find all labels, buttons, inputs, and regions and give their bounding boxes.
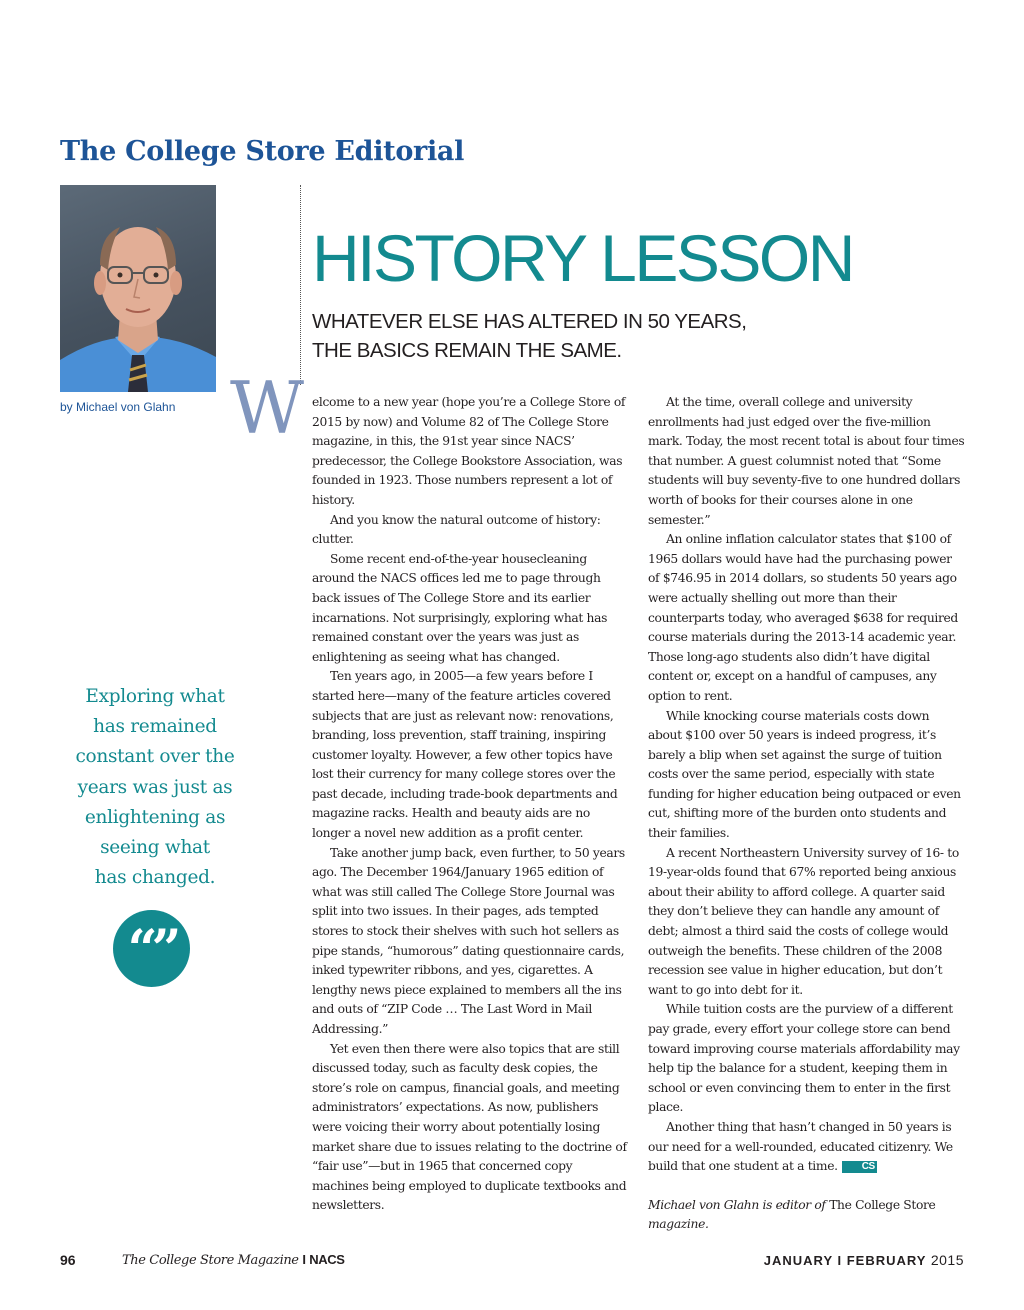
paragraph: And you know the natural outcome of history: clutter. <box>312 512 601 547</box>
end-mark-icon: CS <box>842 1161 877 1173</box>
signature-prefix: Michael von Glahn is editor of <box>648 1197 826 1212</box>
page-number: 96 <box>60 1252 76 1268</box>
signature-publication: The College Store <box>829 1197 936 1212</box>
page-footer <box>60 1252 964 1272</box>
org-name: NACS <box>309 1252 345 1267</box>
column-divider <box>300 185 301 385</box>
magazine-name <box>122 1252 345 1268</box>
pull-quote-line: has remained <box>93 716 217 738</box>
article-column-2 <box>648 393 966 1235</box>
article-column-1 <box>312 393 630 1216</box>
pull-quote-line: has changed. <box>94 867 216 889</box>
signature-suffix: magazine. <box>648 1217 709 1232</box>
pull-quote <box>60 682 250 893</box>
paragraph-text: Another thing that hasn’t changed in 50 years is our need for a well-rounded, educated citizenry. We build that one student at a time. <box>648 1119 953 1174</box>
issue-months: JANUARY I FEBRUARY <box>763 1253 927 1268</box>
magazine-title: The College Store Magazine <box>122 1253 299 1268</box>
author-photo <box>60 185 216 392</box>
issue-date <box>764 1252 964 1268</box>
drop-cap: W <box>230 366 305 450</box>
final-paragraph <box>648 1118 966 1177</box>
paragraph: An online inflation calculator states that $100 of 1965 dollars would have had the purchasing power of $746.95 in 2014 dollars, so students 50 years ago were actually shelling out more than their counterparts today, who averaged $638 for required course materials during the 2013-14 academic year. Those long-ago students also didn’t have digital content or, except on a handful of campuses, any option to rent. <box>648 532 958 703</box>
issue-year: 2015 <box>930 1252 964 1268</box>
pull-quote-line: seeing what <box>100 837 210 859</box>
paragraph: At the time, overall college and university enrollments had just edged over the five-million mark. Today, the most recent total is about four times that number. A guest columnist noted that “Some students will buy seventy-five to one hundred dollars worth of books for their courses alone in one semester.” <box>648 395 965 527</box>
paragraph: Take another jump back, even further, to 50 years ago. The December 1964/January 1965 edition of what was still called The College Store Journal was split into two issues. In their pages, ads tempted stores to stock their shelves with such hot sellers as pipe stands, “humorous” dating questionnaire cards, inked typewriter ribbons, and yes, cigarettes. A lengthy news piece explained to members all the ins and outs of “ZIP Code … The Last Word in Mail Addressing.” <box>312 845 625 1036</box>
author-signature <box>648 1196 966 1235</box>
paragraph: While tuition costs are the purview of a different pay grade, every effort your college store can bend toward improving course materials affordability may help tip the balance for a student, keeping them in school or even convincing them to enter in the first place. <box>648 1002 960 1115</box>
paragraph: Yet even then there were also topics that are still discussed today, such as faculty desk copies, the store’s role on campus, financial goals, and meeting administrators’ expectations. As now, publishers were voicing their worry about potentially losing market share due to issues relating to the doctrine of “fair use”—but in 1965 that concerned copy machines being employed to duplicate textbooks and newsletters. <box>312 1041 627 1213</box>
deck-line: THE BASICS REMAIN THE SAME. <box>312 339 622 362</box>
paragraph: While knocking course materials costs down about $100 over 50 years is indeed progress, it’s barely a blip when set against the surge of tuition costs over the same period, especially with state funding for higher education being outpaced or even cut, shifting more of the burden onto students and their families. <box>648 708 961 841</box>
paragraph: elcome to a new year (hope you’re a College Store of 2015 by now) and Volume 82 of The College Store magazine, in this, the 91st year since NACS’ predecessor, the College Bookstore Association, was founded in 1923. Those numbers represent a lot of history. <box>312 395 626 507</box>
paragraph: Ten years ago, in 2005—a few years before I started here—many of the feature articles covered subjects that are just as relevant now: renovations, branding, loss prevention, staff training, inspiring customer loyalty. However, a few other topics have lost their currency for many college stores over the past decade, including trade-book departments and magazine racks. Health and beauty aids are no longer a novel new addition as a profit center. <box>312 669 618 841</box>
byline: by Michael von Glahn <box>60 400 176 414</box>
section-title: The College Store Editorial <box>60 136 465 167</box>
headline: HISTORY LESSON <box>312 221 853 295</box>
deck <box>312 307 792 365</box>
pull-quote-line: constant over the <box>75 746 235 768</box>
paragraph: Some recent end-of-the-year housecleaning around the NACS offices led me to page through back issues of The College Store and its earlier incarnations. Not surprisingly, exploring what has remained constant over the years was just as enlightening as seeing what has changed. <box>312 551 608 664</box>
quote-marks-icon: “” <box>113 910 190 987</box>
pull-quote-line: years was just as <box>77 776 233 798</box>
pull-quote-line: enlightening as <box>84 806 226 828</box>
paragraph: A recent Northeastern University survey of 16- to 19-year-olds found that 67% reported being anxious about their ability to afford college. A quarter said they don’t believe they can handle any amount of debt; almost a third said the costs of college would outweigh the benefits. These children of the 2008 recession see value in higher education, but don’t want to go into debt for it. <box>648 845 959 997</box>
deck-line: WHATEVER ELSE HAS ALTERED IN 50 YEARS, <box>312 310 747 333</box>
footer-separator: I <box>302 1252 306 1267</box>
pull-quote-line: Exploring what <box>85 686 225 707</box>
